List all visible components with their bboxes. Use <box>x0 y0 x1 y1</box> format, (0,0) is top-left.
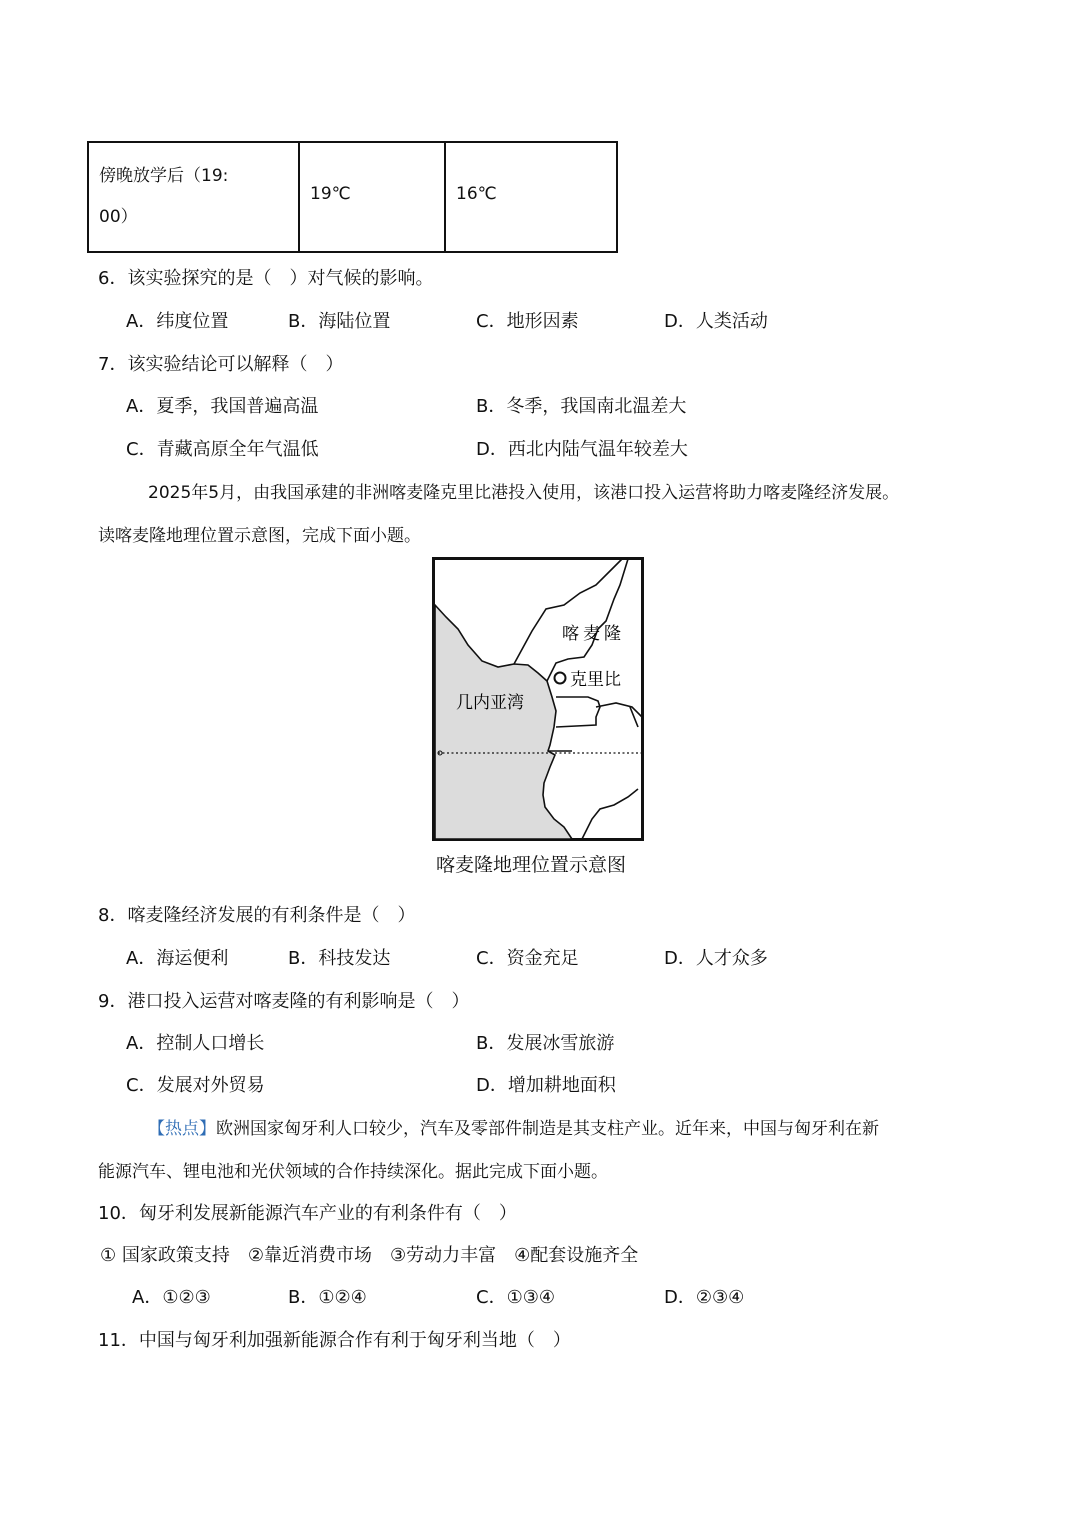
q6-option-d: D．人类活动 <box>664 311 768 332</box>
q9-option-c: C．发展对外贸易 <box>126 1075 265 1096</box>
q8-option-b: B．科技发达 <box>288 948 391 969</box>
q6-option-a: A．纬度位置 <box>126 311 229 332</box>
question-7-stem: 7．该实验结论可以解释（ ） <box>98 354 344 375</box>
q9-option-b: B．发展冰雪旅游 <box>476 1033 615 1054</box>
map-caption: 喀麦隆地理位置示意图 <box>436 854 627 876</box>
q8-option-a: A．海运便利 <box>126 948 229 969</box>
table-cell-time <box>88 142 299 252</box>
q6-option-b: B．海陆位置 <box>288 311 391 332</box>
q7-option-d: D．西北内陆气温年较差大 <box>476 439 688 460</box>
q7-option-a: A．夏季，我国普遍高温 <box>126 396 319 417</box>
question-9-stem: 9．港口投入运营对喀麦隆的有利影响是（ ） <box>98 991 470 1012</box>
q9-option-a: A．控制人口增长 <box>126 1033 265 1054</box>
q10-conditions: ① 国家政策支持 ②靠近消费市场 ③劳动力丰富 ④配套设施齐全 <box>100 1245 639 1266</box>
q10-option-c: C．①③④ <box>476 1287 555 1308</box>
q10-option-d: D．②③④ <box>664 1287 745 1308</box>
passage-2-text-1: 欧洲国家匈牙利人口较少，汽车及零部件制造是其支柱产业。近年来，中国与匈牙利在新 <box>216 1119 879 1139</box>
map-label-country: 喀麦隆 <box>562 624 625 643</box>
table-cell-temp-b <box>445 142 617 252</box>
temp-a-value: 19℃ <box>310 184 351 204</box>
q7-option-c: C．青藏高原全年气温低 <box>126 439 319 460</box>
table-cell-temp-a <box>299 142 445 252</box>
question-11-stem: 11．中国与匈牙利加强新能源合作有利于匈牙利当地（ ） <box>98 1330 571 1351</box>
time-line-2: 00） <box>99 207 138 227</box>
question-10-stem: 10．匈牙利发展新能源汽车产业的有利条件有（ ） <box>98 1203 517 1224</box>
q10-option-b: B．①②④ <box>288 1287 367 1308</box>
passage-1-line-2: 读喀麦隆地理位置示意图，完成下面小题。 <box>98 526 421 546</box>
q7-option-b: B．冬季，我国南北温差大 <box>476 396 687 417</box>
temp-b-value: 16℃ <box>456 184 497 204</box>
passage-1-line-1: 2025年5月，由我国承建的非洲喀麦隆克里比港投入使用，该港口投入运营将助力喀麦隆经济发展。 <box>148 483 900 503</box>
q6-option-c: C．地形因素 <box>476 311 579 332</box>
temperature-table <box>87 141 618 253</box>
question-8-stem: 8．喀麦隆经济发展的有利条件是（ ） <box>98 905 416 926</box>
map-label-port: 克里比 <box>570 670 621 689</box>
q10-option-a: A．①②③ <box>132 1287 211 1308</box>
kribi-port-marker <box>555 673 566 684</box>
time-line-1: 傍晚放学后（19: <box>99 166 229 186</box>
table-row <box>88 142 617 252</box>
cameroon-location-map <box>432 557 644 841</box>
passage-2-line-2: 能源汽车、锂电池和光伏领域的合作持续深化。据此完成下面小题。 <box>98 1162 608 1182</box>
map-label-gulf: 几内亚湾 <box>456 693 524 712</box>
q8-option-d: D．人才众多 <box>664 948 768 969</box>
q9-option-d: D．增加耕地面积 <box>476 1075 616 1096</box>
hot-topic-tag: 【热点】 <box>148 1119 216 1139</box>
q8-option-c: C．资金充足 <box>476 948 579 969</box>
question-6-stem: 6．该实验探究的是（ ）对气候的影响。 <box>98 268 434 289</box>
passage-2-line-1 <box>148 1114 879 1139</box>
